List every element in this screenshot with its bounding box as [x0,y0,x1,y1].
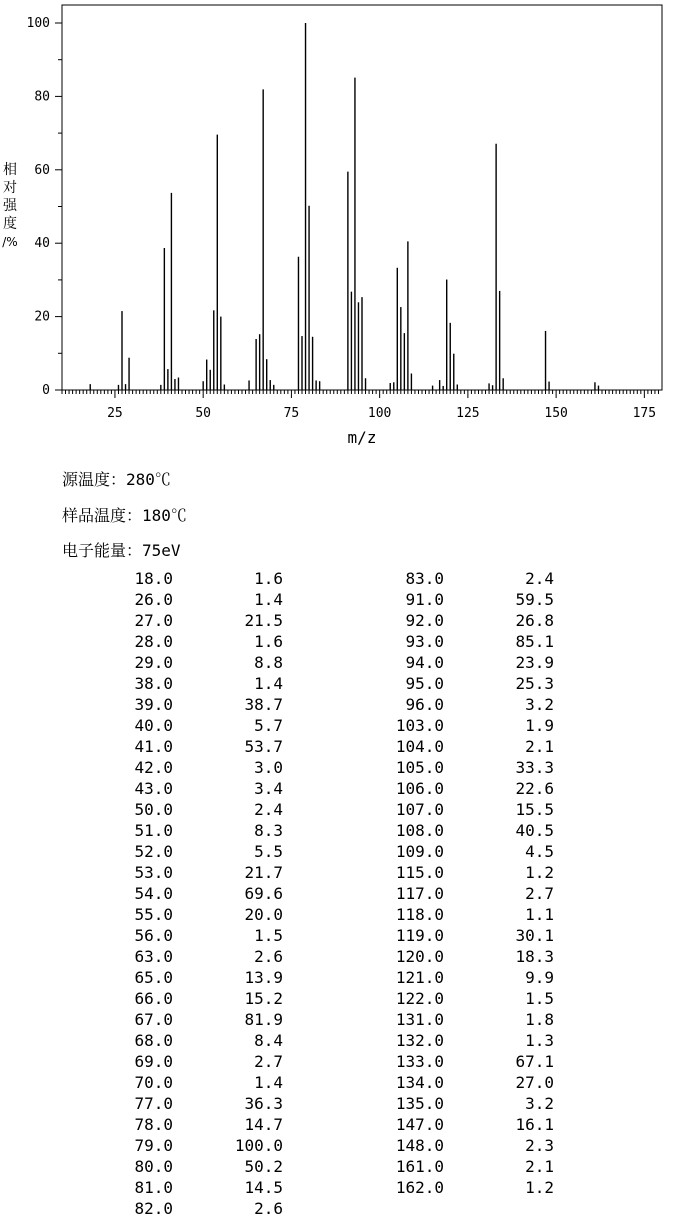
intensity-cell: 2.1 [525,737,554,756]
table-row [93,1156,283,1177]
mz-cell: 107.0 [395,800,444,819]
y-axis-label [2,161,18,249]
mz-cell: 115.0 [395,863,444,882]
mz-cell: 91.0 [405,590,444,609]
x-axis [107,406,656,421]
intensity-cell: 9.9 [525,968,554,987]
table-row [93,1051,283,1072]
intensity-cell: 14.5 [244,1178,283,1197]
mz-cell: 54.0 [134,884,173,903]
table-row [364,841,554,862]
table-row [364,904,554,925]
intensity-cell: 40.5 [515,821,554,840]
sample-temperature: 样品温度：180℃ [62,506,187,525]
x-tick-label: 125 [456,406,480,421]
table-row [93,925,283,946]
mz-cell: 40.0 [134,716,173,735]
intensity-cell: 15.2 [244,989,283,1008]
mz-cell: 118.0 [395,905,444,924]
intensity-cell: 13.9 [244,968,283,987]
table-row [364,799,554,820]
table-row [93,631,283,652]
mz-cell: 53.0 [134,863,173,882]
table-row [93,904,283,925]
mz-cell: 28.0 [134,632,173,651]
y-label-char: 度 [3,216,17,232]
mz-cell: 42.0 [134,758,173,777]
y-tick-label: 80 [34,89,50,105]
intensity-cell: 85.1 [515,632,554,651]
table-row [93,820,283,841]
mz-cell: 69.0 [134,1052,173,1071]
mz-cell: 80.0 [134,1157,173,1176]
mz-cell: 65.0 [134,968,173,987]
intensity-cell: 1.5 [525,989,554,1008]
intensity-cell: 4.5 [525,842,554,861]
intensity-cell: 2.4 [254,800,283,819]
table-row [93,652,283,673]
y-axis [27,16,62,398]
intensity-cell: 2.3 [525,1136,554,1155]
intensity-cell: 59.5 [515,590,554,609]
mz-cell: 108.0 [395,821,444,840]
mz-cell: 68.0 [134,1031,173,1050]
intensity-cell: 3.2 [525,1094,554,1113]
mz-cell: 78.0 [134,1115,173,1134]
table-row [364,1030,554,1051]
baseline-minor-ticks [62,390,658,398]
y-tick-label: 20 [34,309,50,325]
y-tick-label: 0 [42,383,50,398]
intensity-cell: 1.6 [254,632,283,651]
mz-cell: 29.0 [134,653,173,672]
table-row [364,820,554,841]
mz-cell: 131.0 [395,1010,444,1029]
intensity-cell: 22.6 [515,779,554,798]
intensity-cell: 15.5 [515,800,554,819]
table-row [93,1009,283,1030]
intensity-cell: 81.9 [244,1010,283,1029]
table-row [364,988,554,1009]
x-tick-label: 50 [195,406,212,421]
mz-cell: 117.0 [395,884,444,903]
table-row [364,694,554,715]
mz-cell: 52.0 [134,842,173,861]
table-row [93,1030,283,1051]
table-row [364,1009,554,1030]
intensity-cell: 53.7 [244,737,283,756]
mz-cell: 147.0 [395,1115,444,1134]
table-row [364,1156,554,1177]
intensity-cell: 1.4 [254,1073,283,1092]
intensity-cell: 2.6 [254,1199,283,1218]
mz-cell: 56.0 [134,926,173,945]
mz-cell: 120.0 [395,947,444,966]
electron-energy: 电子能量：75eV [62,541,181,560]
mz-cell: 70.0 [134,1073,173,1092]
mz-cell: 94.0 [405,653,444,672]
intensity-cell: 25.3 [515,674,554,693]
table-row [93,568,283,589]
intensity-cell: 1.8 [525,1010,554,1029]
mz-cell: 133.0 [395,1052,444,1071]
intensity-cell: 1.6 [254,569,283,588]
intensity-cell: 23.9 [515,653,554,672]
intensity-cell: 100.0 [234,1136,283,1155]
intensity-cell: 1.4 [254,590,283,609]
mz-cell: 79.0 [134,1136,173,1155]
y-label-char: /% [2,235,18,249]
mz-cell: 27.0 [134,611,173,630]
table-row [93,1093,283,1114]
mz-cell: 18.0 [134,569,173,588]
mz-cell: 109.0 [395,842,444,861]
intensity-cell: 2.4 [525,569,554,588]
intensity-cell: 8.8 [254,653,283,672]
intensity-cell: 69.6 [244,884,283,903]
mz-cell: 83.0 [405,569,444,588]
mz-cell: 93.0 [405,632,444,651]
table-row [364,1072,554,1093]
table-row [364,862,554,883]
table-row [93,841,283,862]
intensity-cell: 14.7 [244,1115,283,1134]
table-row [93,778,283,799]
intensity-cell: 27.0 [515,1073,554,1092]
table-row [364,1135,554,1156]
mz-cell: 66.0 [134,989,173,1008]
intensity-cell: 67.1 [515,1052,554,1071]
intensity-cell: 50.2 [244,1157,283,1176]
peak-table-left [93,568,283,1219]
intensity-cell: 2.6 [254,947,283,966]
mz-cell: 63.0 [134,947,173,966]
table-row [93,967,283,988]
table-row [93,589,283,610]
intensity-cell: 3.4 [254,779,283,798]
intensity-cell: 1.1 [525,905,554,924]
mz-cell: 105.0 [395,758,444,777]
intensity-cell: 1.3 [525,1031,554,1050]
intensity-cell: 21.7 [244,863,283,882]
mz-cell: 51.0 [134,821,173,840]
mz-cell: 95.0 [405,674,444,693]
y-tick-label: 60 [34,162,50,178]
peak-table-right [364,568,554,1198]
table-row [93,610,283,631]
x-tick-label: 75 [283,406,300,421]
x-tick-label: 25 [107,406,123,421]
intensity-cell: 1.4 [254,674,283,693]
table-row [364,946,554,967]
mz-cell: 39.0 [134,695,173,714]
table-row [364,883,554,904]
intensity-cell: 1.9 [525,716,554,735]
mz-cell: 122.0 [395,989,444,1008]
mz-cell: 121.0 [395,968,444,987]
mz-cell: 119.0 [395,926,444,945]
mz-cell: 96.0 [405,695,444,714]
intensity-cell: 2.7 [525,884,554,903]
mz-cell: 77.0 [134,1094,173,1113]
table-row [93,1072,283,1093]
x-tick-label: 150 [544,406,568,421]
mz-cell: 92.0 [405,611,444,630]
mz-cell: 161.0 [395,1157,444,1176]
mz-cell: 82.0 [134,1199,173,1218]
table-row [364,652,554,673]
table-row [364,631,554,652]
table-row [93,946,283,967]
mz-cell: 148.0 [395,1136,444,1155]
table-row [364,967,554,988]
x-tick-label: 175 [632,406,657,421]
mz-cell: 135.0 [395,1094,444,1113]
intensity-cell: 3.2 [525,695,554,714]
table-row [364,925,554,946]
mz-cell: 26.0 [134,590,173,609]
y-label-char: 相 [3,162,17,178]
table-row [364,736,554,757]
intensity-cell: 21.5 [244,611,283,630]
table-row [93,799,283,820]
table-row [93,736,283,757]
source-temperature: 源温度：280℃ [62,470,171,489]
mz-cell: 162.0 [395,1178,444,1197]
table-row [93,673,283,694]
y-label-char: 强 [3,198,17,214]
mz-cell: 104.0 [395,737,444,756]
table-row [93,757,283,778]
y-tick-label: 100 [26,16,50,31]
table-row [364,757,554,778]
mz-cell: 50.0 [134,800,173,819]
intensity-cell: 30.1 [515,926,554,945]
mz-cell: 103.0 [395,716,444,735]
intensity-cell: 1.5 [254,926,283,945]
table-row [364,568,554,589]
mz-cell: 55.0 [134,905,173,924]
table-row [364,589,554,610]
intensity-cell: 5.5 [254,842,283,861]
x-tick-label: 100 [367,406,392,421]
table-row [93,1114,283,1135]
mz-cell: 132.0 [395,1031,444,1050]
table-row [364,778,554,799]
x-axis-label: m/z [347,428,377,447]
intensity-cell: 8.3 [254,821,283,840]
table-row [93,988,283,1009]
mz-cell: 38.0 [134,674,173,693]
table-row [364,610,554,631]
intensity-cell: 3.0 [254,758,283,777]
intensity-cell: 5.7 [254,716,283,735]
table-row [93,1177,283,1198]
table-row [364,1177,554,1198]
table-row [93,715,283,736]
intensity-cell: 1.2 [525,1178,554,1197]
intensity-cell: 26.8 [515,611,554,630]
peaks-layer [90,23,598,390]
intensity-cell: 1.2 [525,863,554,882]
intensity-cell: 16.1 [515,1115,554,1134]
table-row [364,673,554,694]
mz-cell: 134.0 [395,1073,444,1092]
y-tick-label: 40 [34,236,50,252]
mz-cell: 81.0 [134,1178,173,1197]
intensity-cell: 2.1 [525,1157,554,1176]
table-row [364,1114,554,1135]
intensity-cell: 2.7 [254,1052,283,1071]
mz-cell: 43.0 [134,779,173,798]
intensity-cell: 20.0 [244,905,283,924]
mz-cell: 106.0 [395,779,444,798]
table-row [364,715,554,736]
intensity-cell: 8.4 [254,1031,283,1050]
intensity-cell: 33.3 [515,758,554,777]
table-row [364,1051,554,1072]
table-row [93,862,283,883]
mz-cell: 67.0 [134,1010,173,1029]
intensity-cell: 38.7 [244,695,283,714]
mass-spectrum-chart [0,0,680,450]
table-row [364,1093,554,1114]
intensity-cell: 36.3 [244,1094,283,1113]
table-row [93,1135,283,1156]
intensity-cell: 18.3 [515,947,554,966]
table-row [93,1198,283,1219]
table-row [93,883,283,904]
table-row [93,694,283,715]
y-label-char: 对 [3,180,17,196]
mz-cell: 41.0 [134,737,173,756]
